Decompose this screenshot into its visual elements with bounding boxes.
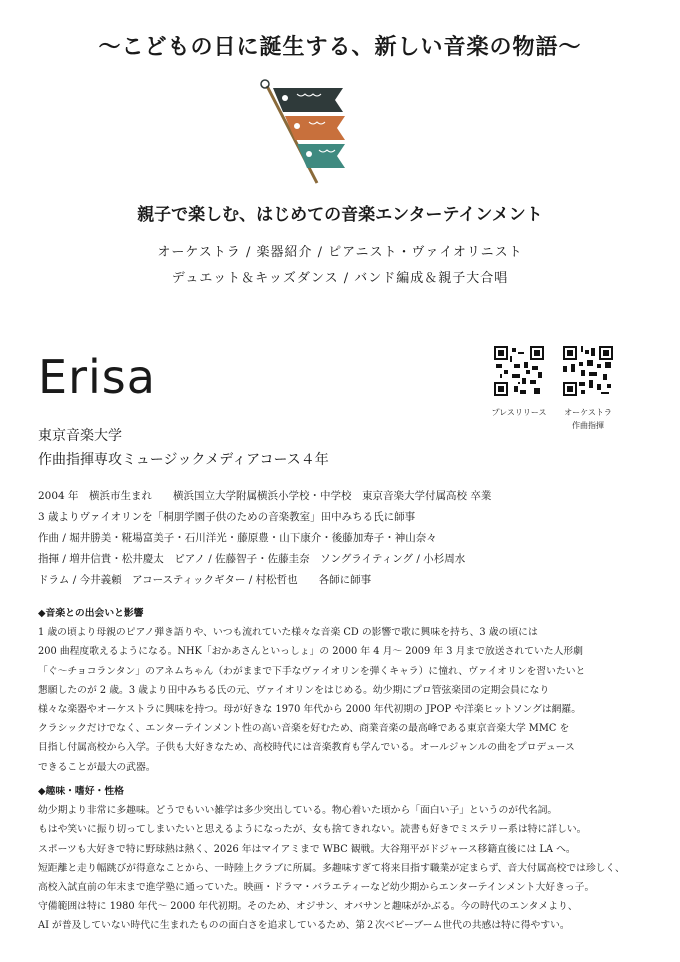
section-heading: ◆音楽との出会いと影響 [38, 608, 144, 619]
section-line: 短距離と走り幅跳びが得意なことから、一時陸上クラブに所属。多趣味すぎて将来目指す職業が定まらず、音大付属高校では珍しく、 [38, 862, 625, 874]
bio-line: ドラム / 今井義頼 アコースティックギター / 村松哲也 各師に師事 [38, 574, 372, 586]
qr-label-orchestra [548, 406, 628, 432]
school-name: 東京音楽大学 [38, 428, 122, 444]
program-line: デュエット＆キッズダンス / バンド編成＆親子大合唱 [171, 271, 509, 286]
carp-orange [285, 116, 345, 140]
section-line: 1 歳の頃より母親のピアノ弾き語りや、いつも流れていた様々な音楽 CD の影響で歌に興味を持ち、3 歳の頃には [38, 627, 538, 639]
bio-line: 指揮 / 増井信貴・松井慶太 ピアノ / 佐藤智子・佐藤圭奈 ソングライティング / 小杉周水 [38, 553, 466, 565]
program-list [0, 240, 680, 292]
qr-label-press-release: プレスリリース [491, 408, 547, 417]
section-line: 「ぐ〜チョコランタン」のアネムちゃん（わがままで下手なヴァイオリンを弾くキャラ）に憧れ、ヴァイオリンを習いたいと [38, 665, 586, 677]
qr-label-line: 作曲指揮 [572, 421, 604, 430]
page-subtitle: 親子で楽しむ、はじめての音楽エンターテインメント [137, 205, 543, 225]
section-line: 守備範囲は特に 1980 年代～ 2000 年代初期。そのため、オジサン、オバサンと趣味がかぶる。今の時代のエンタメより、 [38, 901, 578, 913]
program-line: オーケストラ / 楽器紹介 / ピアニスト・ヴァイオリニスト [157, 245, 523, 260]
carp-dark [273, 88, 343, 112]
section-line: クラシックだけでなく、エンターテインメント性の高い音楽を好むため、商業音楽の最高峰である東京音楽大学 MMC を [38, 723, 570, 735]
biography [38, 486, 491, 591]
section-heading: ◆趣味・嗜好・性格 [38, 786, 124, 797]
koinobori-icon [255, 78, 350, 188]
bio-line: 作曲 / 堀井勝美・糀場富美子・石川洋光・藤原豊・山下康介・後藤加寿子・神山奈々 [38, 532, 437, 544]
section-line: スポーツも大好きで特に野球熱は熱く、2026 年はマイアミまで WBC 観戦。大谷翔平がドジャース移籍直後には LA へ。 [38, 843, 576, 855]
bio-line: 2004 年 横浜市生まれ 横浜国立大学附属横浜小学校・中学校 東京音楽大学付属高校 卒業 [38, 490, 492, 502]
school-info [38, 424, 329, 472]
bio-line: 3 歳よりヴァイオリンを「桐朋学園子供のための音楽教室」田中みちる氏に師事 [38, 511, 416, 523]
school-course: 作曲指揮専攻ミュージックメディアコース４年 [38, 452, 329, 468]
section-line: もはや笑いに振り切ってしまいたいと思えるようになったが、女も捨てきれない。読書も好きでミステリー系は特に詳しい。 [38, 824, 587, 836]
section-line: 懇願したのが 2 歳。3 歳より田中みちる氏の元、ヴァイオリンをはじめる。幼少期にプロ管弦楽団の定期会員になり [38, 684, 550, 696]
section-line: 様々な楽器やオーケストラに興味を持つ。母が好きな 1970 年代から 2000 年代初期の JPOP や洋楽ヒットソングは網羅。 [38, 704, 582, 716]
section-line: できることが最大の武器。 [38, 761, 156, 773]
carp-teal [297, 144, 345, 168]
section-hobbies [38, 782, 625, 936]
section-line: 200 曲程度歌えるようになる。NHK「おかあさんといっしょ」の 2000 年 4 月～ 2009 年 3 月まで放送されていた人形劇 [38, 646, 583, 658]
qr-code-icon[interactable] [494, 346, 544, 396]
section-line: 目指し付属高校から入学。子供も大好きなため、高校時代には音楽教育も学んでいる。オールジャンルの曲をプロデュース [38, 742, 575, 754]
profile-name: Erisa [38, 350, 156, 404]
section-line: 高校入試直前の年末まで進学塾に通っていた。映画・ドラマ・バラエティーなど幼少期からエンターテインメント大好きっ子。 [38, 882, 595, 894]
section-line: AI が普及していない時代に生まれたものの面白さを追求しているため、第２次ベビーブーム世代の共感は特に得やすい。 [38, 920, 570, 932]
section-music-influence [38, 604, 585, 777]
page-title: 〜こどもの日に誕生する、新しい音楽の物語〜 [98, 34, 582, 60]
qr-label-line: オーケストラ [564, 408, 612, 417]
qr-code-icon[interactable] [563, 346, 613, 396]
section-line: 幼少期より非常に多趣味。どうでもいい雑学は多少突出している。物心着いた頃から「面白い子」というのが代名詞。 [38, 805, 558, 817]
